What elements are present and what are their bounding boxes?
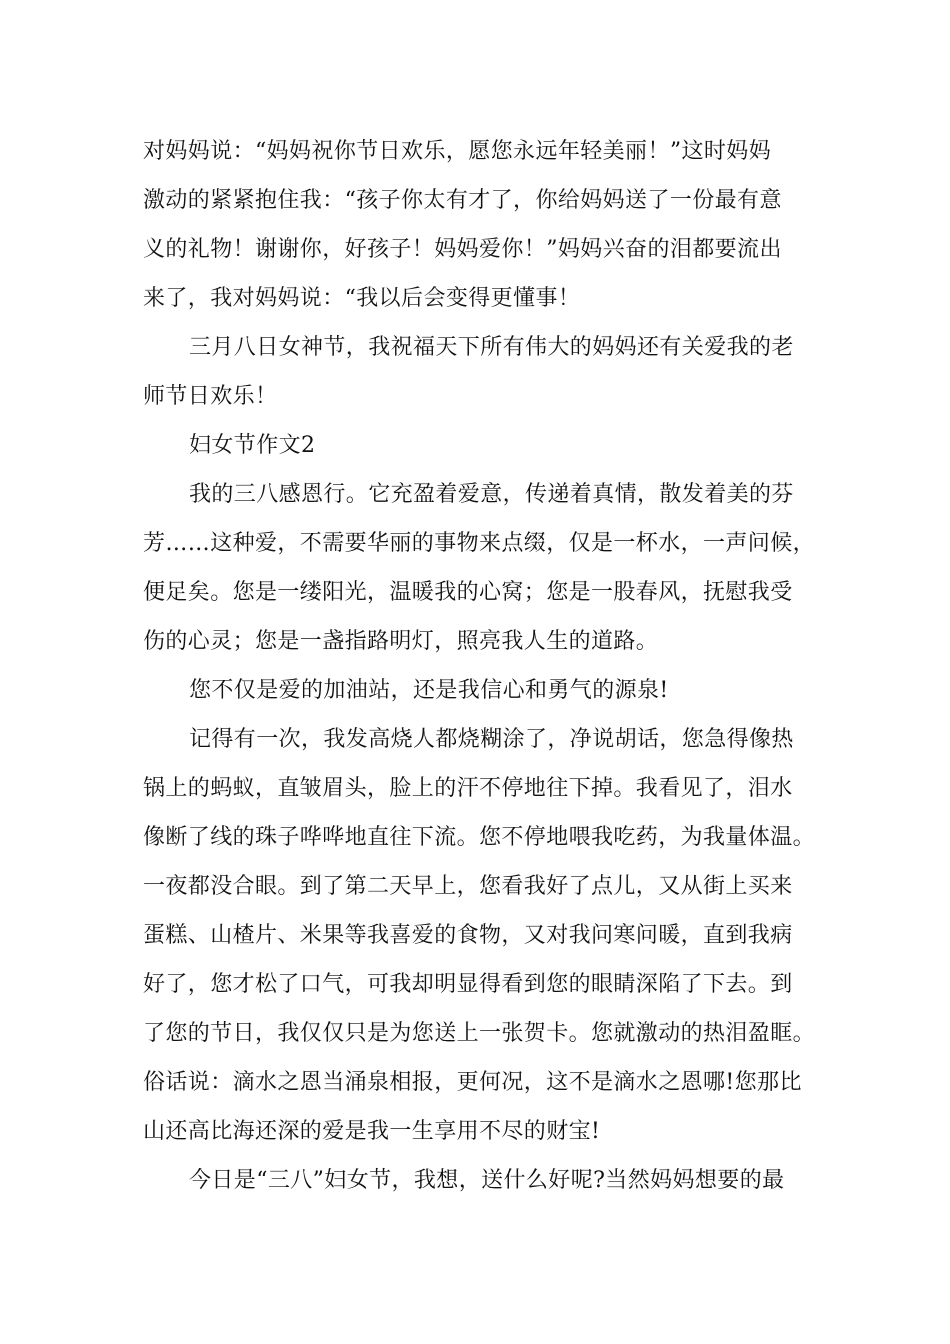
text-line-9: 芳……这种爱，不需要华丽的事物来点缀，仅是一杯水，一声问候， [143, 531, 816, 556]
text-line-14: 锅上的蚂蚁，直皱眉头，脸上的汗不停地往下掉。我看见了，泪水 [143, 776, 793, 801]
text-line-20: 俗话说：滴水之恩当涌泉相报，更何况，这不是滴水之恩哪!您那比 [143, 1070, 802, 1095]
text-line-16: 一夜都没合眼。到了第二天早上，您看我好了点儿，又从街上买来 [143, 874, 793, 899]
text-line-3: 义的礼物！谢谢你，好孩子！妈妈爱你！”妈妈兴奋的泪都要流出 [143, 237, 782, 262]
text-line-11: 伤的心灵；您是一盏指路明灯，照亮我人生的道路。 [143, 629, 659, 654]
text-line-13: 记得有一次，我发高烧人都烧糊涂了，净说胡话，您急得像热 [189, 727, 794, 752]
document-body [143, 127, 816, 1205]
text-line-18: 好了，您才松了口气，可我却明显得看到您的眼睛深陷了下去。到 [143, 972, 793, 997]
text-line-15: 像断了线的珠子哗哗地直往下流。您不停地喂我吃药，为我量体温。 [143, 825, 816, 850]
section-heading: 妇女节作文2 [189, 433, 316, 458]
text-line-1: 对妈妈说：“妈妈祝你节日欢乐，愿您永远年轻美丽！”这时妈妈 [143, 139, 772, 164]
text-line-22: 今日是“三八”妇女节，我想，送什么好呢?当然妈妈想要的最 [189, 1168, 785, 1193]
text-line-17: 蛋糕、山楂片、米果等我喜爱的食物，又对我问寒问暖，直到我病 [143, 923, 793, 948]
text-line-6: 师节日欢乐！ [143, 384, 278, 409]
text-line-10: 便足矣。您是一缕阳光，温暖我的心窝；您是一股春风，抚慰我受 [143, 580, 793, 605]
text-line-12: 您不仅是爱的加油站，还是我信心和勇气的源泉! [189, 678, 669, 703]
text-line-4: 来了，我对妈妈说：“我以后会变得更懂事！ [143, 286, 581, 311]
text-line-2: 激动的紧紧抱住我：“孩子你太有才了，你给妈妈送了一份最有意 [143, 188, 782, 213]
text-line-8: 我的三八感恩行。它充盈着爱意，传递着真情，散发着美的芬 [189, 482, 794, 507]
text-line-19: 了您的节日，我仅仅只是为您送上一张贺卡。您就激动的热泪盈眶。 [143, 1021, 816, 1046]
text-line-21: 山还高比海还深的爱是我一生享用不尽的财宝! [143, 1119, 601, 1144]
text-line-5: 三月八日女神节，我祝福天下所有伟大的妈妈还有关爱我的老 [189, 335, 794, 360]
